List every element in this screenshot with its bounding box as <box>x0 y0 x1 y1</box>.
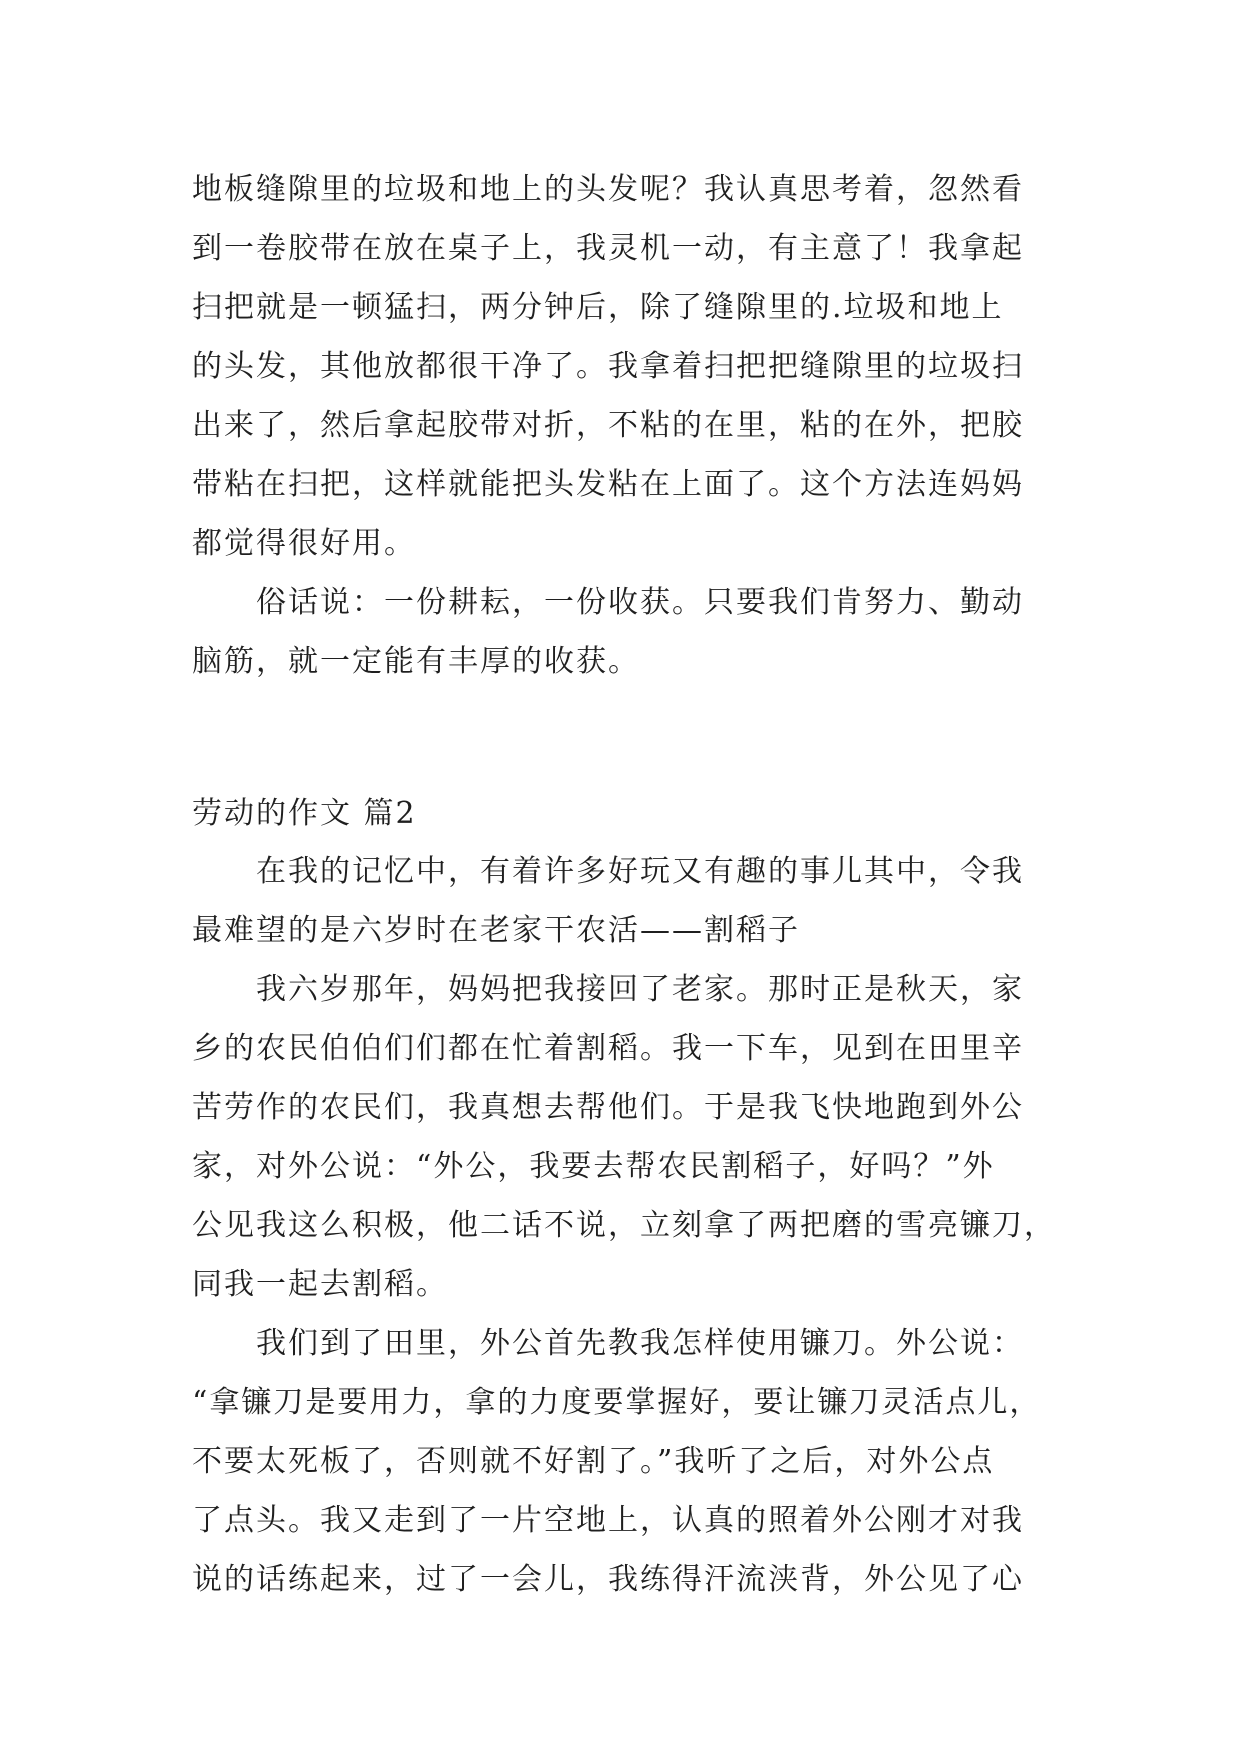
text-line: 不要太死板了，否则就不好割了。”我听了之后，对外公点 <box>192 1444 995 1479</box>
text-line: 俗话说：一份耕耘，一份收获。只要我们肯努力、勤动 <box>256 585 1024 620</box>
paragraph <box>192 1314 1052 1609</box>
text-line: 乡的农民伯伯们们都在忙着割稻。我一下车，见到在田里辛 <box>192 1031 1024 1066</box>
paragraph <box>192 573 1052 691</box>
text-line: 都觉得很好用。 <box>192 526 416 561</box>
text-line: “拿镰刀是要用力，拿的力度要掌握好，要让镰刀灵活点儿， <box>192 1385 1042 1420</box>
document-body <box>192 160 1056 1609</box>
section-heading: 劳动的作文 篇2 <box>192 796 417 831</box>
text-line: 了点头。我又走到了一片空地上，认真的照着外公刚才对我 <box>192 1503 1024 1538</box>
text-line: 扫把就是一顿猛扫，两分钟后，除了缝隙里的.垃圾和地上 <box>192 290 1004 325</box>
text-line: 家，对外公说：“外公，我要去帮农民割稻子，好吗？”外 <box>192 1149 995 1184</box>
paragraph <box>192 160 1052 573</box>
text-line: 脑筋，就一定能有丰厚的收获。 <box>192 644 640 679</box>
text-line: 的头发，其他放都很干净了。我拿着扫把把缝隙里的垃圾扫 <box>192 349 1024 384</box>
text-line: 苦劳作的农民们，我真想去帮他们。于是我飞快地跑到外公 <box>192 1090 1024 1125</box>
text-line: 同我一起去割稻。 <box>192 1267 448 1302</box>
section-spacer <box>192 691 1052 786</box>
text-line: 地板缝隙里的垃圾和地上的头发呢？我认真思考着，忽然看 <box>192 172 1024 207</box>
text-line: 出来了，然后拿起胶带对折，不粘的在里，粘的在外，把胶 <box>192 408 1024 443</box>
text-line: 到一卷胶带在放在桌子上，我灵机一动，有主意了！我拿起 <box>192 231 1024 266</box>
text-line: 最难望的是六岁时在老家干农活——割稻子 <box>192 913 800 948</box>
text-line: 我们到了田里，外公首先教我怎样使用镰刀。外公说： <box>256 1326 1024 1361</box>
text-line: 公见我这么积极，他二话不说，立刻拿了两把磨的雪亮镰刀， <box>192 1208 1056 1243</box>
text-line: 我六岁那年，妈妈把我接回了老家。那时正是秋天，家 <box>256 972 1024 1007</box>
text-line: 带粘在扫把，这样就能把头发粘在上面了。这个方法连妈妈 <box>192 467 1024 502</box>
text-line: 说的话练起来，过了一会儿，我练得汗流浃背，外公见了心 <box>192 1562 1024 1597</box>
paragraph <box>192 842 1052 960</box>
text-line: 在我的记忆中，有着许多好玩又有趣的事儿其中，令我 <box>256 854 1024 889</box>
paragraph <box>192 960 1056 1314</box>
